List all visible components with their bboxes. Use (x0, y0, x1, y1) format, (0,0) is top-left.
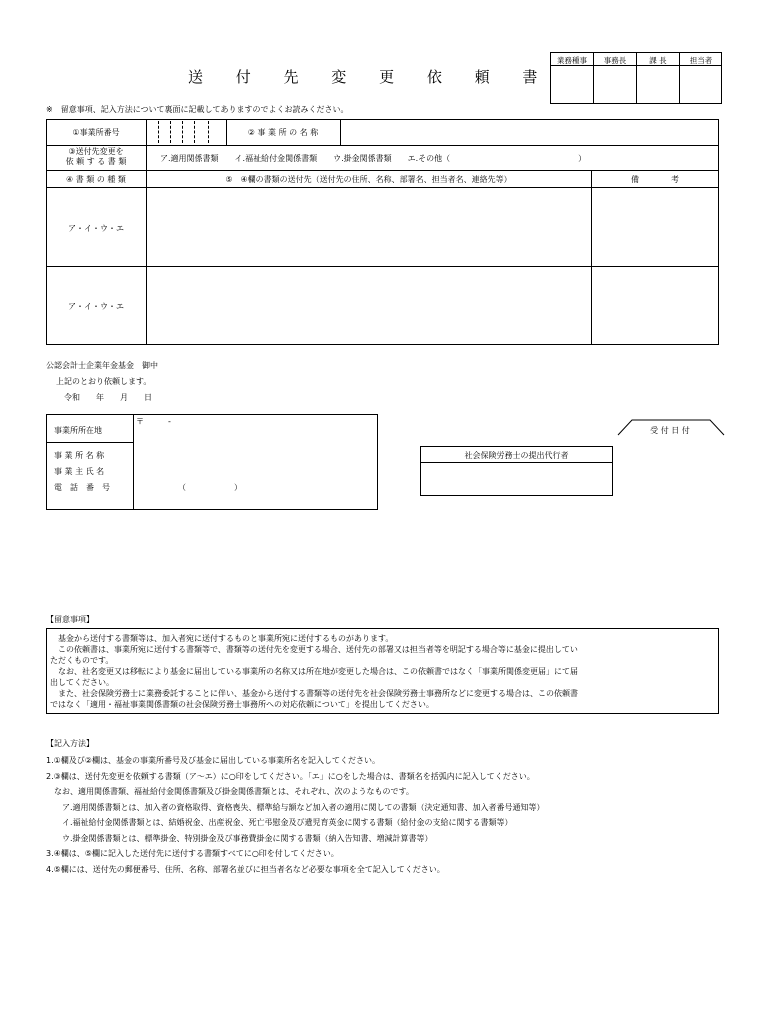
approval-header: 担当者 (689, 56, 713, 65)
method-line: イ.福祉給付金関係書類とは、結婚祝金、出産祝金、死亡弔慰金及び遺児育英金に関する書類（給付金の支給に関する書類等） (46, 818, 513, 827)
page-title: 送 付 先 変 更 依 頼 書 (188, 68, 552, 86)
office-number-field[interactable] (158, 121, 208, 143)
documents-label-line: 依 頼 す る 書 類 (65, 157, 127, 166)
note-line: なお、社名変更又は移転により基金に届出している事業所の名称又は所在地が変更した場合は、この依頼書ではなく「事業所関係変更届」にて届 (50, 667, 578, 676)
date-line[interactable]: 令和 年 月 日 (64, 393, 152, 402)
note-line: 出してください。 (50, 678, 114, 687)
destination-header: ⑤ ④欄の書類の送付先（送付先の住所、名称、部署名、担当者名、連絡先等） (225, 175, 512, 184)
remarks-field[interactable] (593, 189, 717, 264)
approval-header: 事務長 (603, 56, 627, 65)
note-line: この依頼書は、事業所宛に送付する書類等で、書類等の送付先を変更する場合、送付先の部署又は担当者等を明記する場合等に基金に提出してい (50, 645, 578, 654)
note-line: ではなく「適用・福祉事業関係書類の社会保険労務士事務所への対応依頼について」を提出してください。 (50, 700, 434, 709)
method-line: 3.④欄は、⑤欄に記入した送付先に送付する書類すべてに○印を付してください。 (46, 849, 339, 858)
note-line: 基金から送付する書類等は、加入者宛に送付するものと事業所宛に送付するものがあります。 (50, 634, 394, 643)
method-line: ウ.掛金関係書類とは、標準掛金、特別掛金及び事務費掛金に関する書類（納入告知書、増減計算書等） (46, 833, 433, 843)
office-name-row-label: 事 業 所 名 称 (54, 451, 105, 460)
phone-parens: （ ） (178, 483, 242, 492)
approval-header: 課 長 (649, 56, 667, 65)
notes-heading: 【留意事項】 (46, 615, 94, 624)
document-choice[interactable]: ア・イ・ウ・エ (68, 302, 124, 311)
approval-header: 業務種事 (557, 56, 587, 65)
request-statement: 上記のとおり依頼します。 (56, 377, 152, 386)
destination-field[interactable] (148, 189, 589, 264)
method-line: ア.適用関係書類とは、加入者の資格取得、資格喪失、標準給与額など加入者の適用に関しての書類（決定通知書、加入者番号通知等） (46, 802, 545, 812)
method-line: 1.①欄及び②欄は、基金の事業所番号及び基金に届出している事業所名を記入してください。 (46, 756, 380, 765)
notes-list (50, 633, 718, 710)
method-line: なお、適用関係書類、福祉給付金関係書類及び掛金関係書類とは、それぞれ、次のようなものです。 (46, 787, 414, 796)
phone-label: 電 話 番 号 (54, 483, 110, 492)
methods-list (46, 753, 545, 877)
address-label: 事業所所在地 (54, 426, 102, 435)
agent-field[interactable] (422, 464, 611, 494)
document-type-header: ④ 書 類 の 種 類 (66, 175, 126, 184)
office-name-label: ② 事 業 所 の 名 称 (247, 128, 319, 137)
note-line: また、社会保険労務士に業務委託することに伴い、基金から送付する書類等の送付先を社会保険労務士事務所などに変更する場合は、この依頼書 (50, 689, 578, 698)
destination-field[interactable] (148, 268, 589, 343)
remarks-header: 備 考 (631, 175, 679, 184)
remarks-field[interactable] (593, 268, 717, 343)
documents-label (46, 147, 146, 167)
agent-label: 社会保険労務士の提出代行者 (464, 451, 569, 460)
receipt-date-label: 受 付 日 付 (650, 426, 690, 435)
notice-text: ※ 留意事項、記入方法について裏面に記載してありますのでよくお読みください。 (46, 105, 349, 114)
addressee: 公認会計士企業年金基金 御中 (46, 361, 158, 370)
note-line: ただくものです。 (50, 656, 114, 665)
method-line: 4.⑤欄には、送付先の郵便番号、住所、名称、部署名並びに担当者名など必要な事項を全て記入してください。 (46, 864, 445, 874)
document-type-options[interactable]: ア.適用関係書類 イ.福祉給付金関係書類 ウ.掛金関係書類 エ.その他（ ） (160, 154, 587, 163)
owner-name-label: 事 業 主 氏 名 (54, 467, 105, 476)
method-line: 2.③欄は、送付先変更を依頼する書類（ア～エ）に○印をしてください。「エ」に○をした場合は、書類名を括弧内に記入してください。 (46, 771, 535, 781)
postal-mark: 〒 - (136, 417, 171, 426)
document-choice[interactable]: ア・イ・ウ・エ (68, 224, 124, 233)
office-name-field[interactable] (342, 121, 716, 143)
documents-label-line: ③送付先変更を (68, 147, 124, 156)
office-number-label: ①事業所番号 (72, 128, 120, 137)
applicant-field[interactable] (135, 428, 375, 508)
methods-heading: 【記入方法】 (46, 739, 94, 748)
